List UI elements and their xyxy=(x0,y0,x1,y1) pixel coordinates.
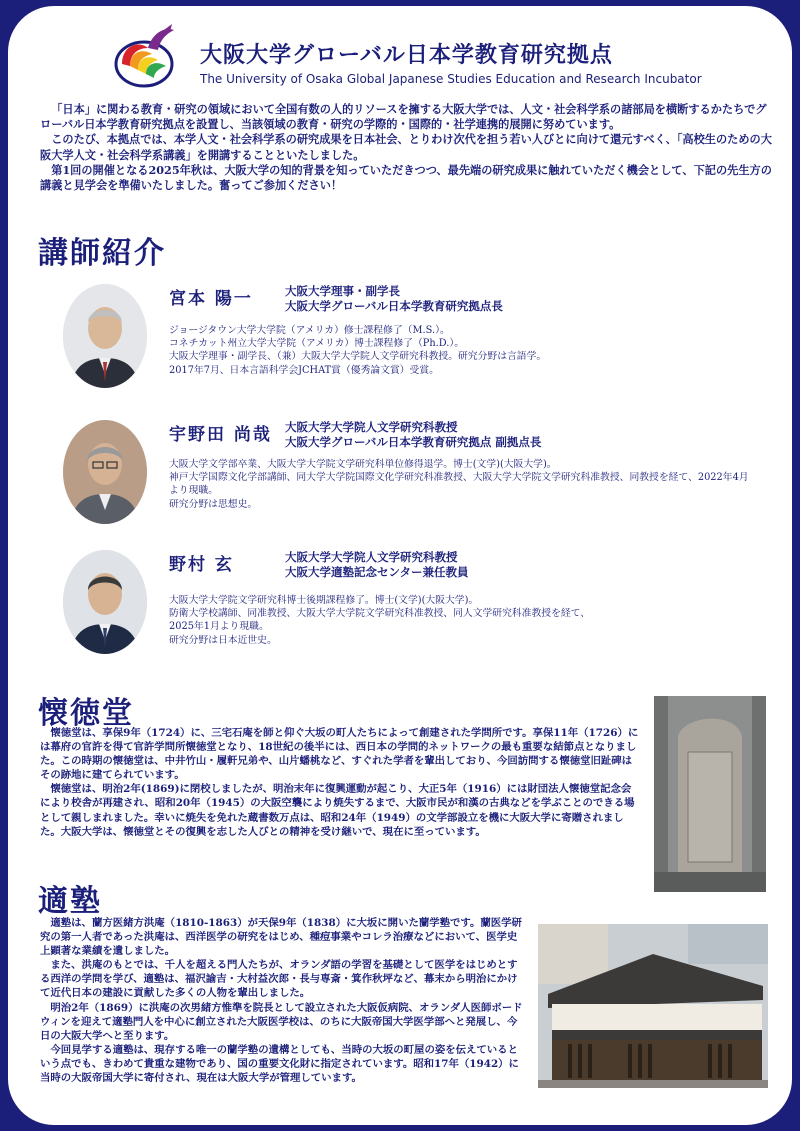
bio-line: 研究分野は思想史。 xyxy=(169,498,258,510)
bio-line: 研究分野は日本近世史。 xyxy=(169,634,277,646)
tekijuku-paragraph: 明治2年（1869）に洪庵の次男緒方惟準を院長として設立された大阪仮病院、オランダ人医師ボードウィンを迎えて適塾門人を中心に創立された大阪医学校は、のちに大阪帝国大学医学部へと発展し、今日の大阪大学へと至ります。 xyxy=(40,1001,523,1042)
phoenix-logo-icon xyxy=(108,20,184,92)
kaitokudo-stone-photo xyxy=(654,696,766,892)
lecturer-bio xyxy=(169,324,749,377)
tekijuku-paragraph: 適塾は、蘭方医緒方洪庵（1810-1863）が天保9年（1838）に大坂に開いた蘭学塾です。蘭医学研究の第一人者であった洪庵は、西洋医学の研究をはじめ、種痘事業やコレラ治療などにおいて、医学史上顕著な業績を遺しました。 xyxy=(40,917,522,958)
lecturer-bio xyxy=(169,458,749,511)
document-sheet xyxy=(8,6,792,1125)
lecturer-title: 大阪大学適塾記念センター兼任教員 xyxy=(285,565,469,579)
lecturer-title: 大阪大学グローバル日本学教育研究拠点長 xyxy=(285,299,503,313)
site-subtitle: The University of Osaka Global Japanese Studies Education and Research Incubator xyxy=(200,72,702,86)
bio-line: 神戸大学国際文化学部講師、同大学大学院国際文化学研究科准教授、大阪大学大学院文学研究科准教授、同教授を経て、2022年4月より現職。 xyxy=(169,472,749,497)
bio-line: 大阪大学大学院文学研究科博士後期課程修了。博士(文学)(大阪大学)。 xyxy=(169,595,479,606)
bio-line: 大阪大学文学部卒業、大阪大学大学院文学研究科単位修得退学。博士(文学)(大阪大学)。 xyxy=(169,459,557,470)
intro-text xyxy=(40,102,776,193)
lecturer-portrait xyxy=(63,420,147,524)
lecturer-title: 大阪大学大学院人文学研究科教授 xyxy=(285,420,458,434)
lecturer-bio xyxy=(169,594,749,647)
intro-paragraph: 第1回の開催となる2025年秋は、大阪大学の知的背景を知っていただきつつ、最先端の研究成果に触れていただく機会として、下記の先生方の講義と見学会を準備いたしました。奮ってご参加ください！ xyxy=(40,162,772,193)
lecturer-titles xyxy=(285,284,503,314)
tekijuku-text xyxy=(40,916,526,1085)
lecturer-name: 野村 玄 xyxy=(169,555,234,575)
lecturer-titles xyxy=(285,550,469,580)
lecturer-name: 宇野田 尚哉 xyxy=(169,425,272,445)
lecturer-titles xyxy=(285,420,541,450)
bio-line: 大阪大学理事・副学長、（兼）大阪大学大学院人文学研究科教授。研究分野は言語学。 xyxy=(169,351,547,363)
kaitokudo-text xyxy=(40,726,640,839)
lecturers-heading: 講師紹介 xyxy=(38,236,166,271)
lecturer-title: 大阪大学グローバル日本学教育研究拠点 副拠点長 xyxy=(285,435,542,449)
tekijuku-paragraph: また、洪庵のもとでは、千人を超える門人たちが、オランダ語の学習を基礎として医学をはじめとする西洋の学問を学び、適塾は、福沢諭吉・大村益次郎・長与専斎・箕作秋坪など、幕末から明治にかけて近代日本の建設に貢献した多くの人物を輩出しました。 xyxy=(40,959,518,1000)
tekijuku-heading: 適塾 xyxy=(38,884,102,919)
intro-paragraph: 「日本」に関わる教育・研究の領域において全国有数の人的リソースを擁する大阪大学では、人文・社会科学系の諸部局を横断するかたちでグローバル日本学教育研究拠点を設置し、当該領域の教育・研究の学際的・国際的・社学連携的展開に努めています。 xyxy=(40,102,767,132)
bio-line: 2017年7月、日本言語科学会JCHAT賞（優秀論文賞）受賞。 xyxy=(169,364,439,376)
lecturer-name: 宮本 陽一 xyxy=(169,289,253,309)
tekijuku-paragraph: 今回見学する適塾は、現存する唯一の蘭学塾の遺構としても、当時の大坂の町屋の姿を伝えているという点でも、きわめて貴重な建物であり、国の重要文化財に指定されています。昭和17年（1942）に当時の大阪帝国大学に寄付され、現在は大阪大学が管理しています。 xyxy=(40,1043,519,1085)
kaitokudo-paragraph: 懐徳堂は、享保9年（1724）に、三宅石庵を師と仰ぐ大坂の町人たちによって創建された学問所です。享保11年（1726）には幕府の官許を得て官許学問所懐徳堂となり、18世紀の後半には、西日本の学問的ネットワークの最も重要な結節点となりました。この時期の懐徳堂は、中井竹山・履軒兄弟や、山片蟠桃など、すぐれた学者を輩出しており、今回訪問する懐徳堂旧趾碑はその跡地に建てられています。 xyxy=(40,727,639,782)
lecturer-card xyxy=(63,284,763,394)
intro-paragraph: このたび、本拠点では、本学人文・社会科学系の研究成果を日本社会、とりわけ次代を担う若い人びとに向けて還元すべく、「高校生のための大阪大学人文・社会科学系講義」を開講することといたしました。 xyxy=(40,132,772,162)
bio-line: コネチカット州立大学大学院（アメリカ）博士課程修了（Ph.D.）。 xyxy=(169,338,465,350)
tekijuku-building-photo xyxy=(538,924,768,1088)
site-title: 大阪大学グローバル日本学教育研究拠点 xyxy=(200,43,613,68)
bio-line: ジョージタウン大学大学院（アメリカ）修士課程修了（M.S.）。 xyxy=(169,325,450,336)
lecturer-card xyxy=(63,550,763,660)
lecturer-portrait xyxy=(63,550,147,654)
kaitokudo-paragraph: 懐徳堂は、明治2年(1869)に閉校しましたが、明治末年に復興運動が起こり、大正5年（1916）には財団法人懐徳堂記念会により校舎が再建され、昭和20年（1945）の大阪空襲により焼失するまで、大阪市民が和漢の古典などを学ぶことのできる場として親しまれました。幸いに焼失を免れた蔵書数万点は、昭和24年（1949）の文学部設立を機に大阪大学に寄贈されました。大阪大学は、懐徳堂とその復興を志した人びとの精神を受け継いで、現在に至っています。 xyxy=(40,783,635,838)
kaitokudo-heading: 懐徳堂 xyxy=(38,696,134,731)
lecturer-card xyxy=(63,420,763,530)
lecturer-portrait xyxy=(63,284,147,388)
bio-line: 防衛大学校講師、同准教授、大阪大学大学院文学研究科准教授、同人文学研究科准教授を経て、 xyxy=(169,608,591,620)
bio-line: 2025年1月より現職。 xyxy=(169,621,269,633)
lecturer-title: 大阪大学理事・副学長 xyxy=(285,284,400,298)
header xyxy=(108,20,728,100)
lecturer-title: 大阪大学大学院人文学研究科教授 xyxy=(285,550,458,564)
